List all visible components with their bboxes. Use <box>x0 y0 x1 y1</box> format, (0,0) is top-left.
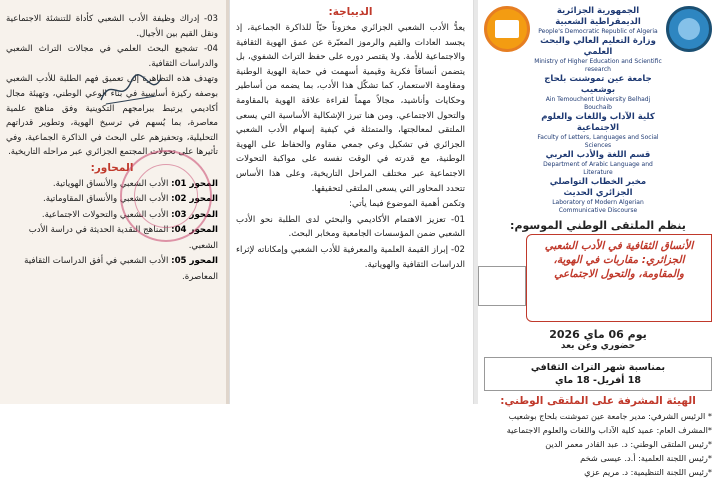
axes-title: المحاور: <box>90 161 134 174</box>
header-line-ar: وزارة التعليم العالي والبحث العلمي <box>540 36 656 57</box>
header-line-en: Ministry of Higher Education and Scientific research <box>534 58 662 73</box>
importance-02: 02- إبراز القيمة العلمية والمعرفية للأدب الشعبي وإمكاناته لإثراء الدراسات الثقافية والهوياتية. <box>236 244 465 270</box>
axis-label: المحور 03: <box>171 209 218 220</box>
occasion-line: بمناسبة شهر التراث الثقافي <box>530 362 666 373</box>
header-line-en: People's Democratic Republic of Algeria <box>538 28 658 35</box>
stamp-inner-ring <box>134 164 198 228</box>
axis-label: المحور 05: <box>171 256 218 267</box>
importance-01: 01- تعزيز الاهتمام الأكاديمي والبحثي لدى الطلبة نحو الأدب الشعبي ضمن المؤسسات الجامعية ومخابر البحث. <box>236 214 465 240</box>
header-line-ar: الجمهورية الجزائرية الديمقراطية الشعبية <box>555 6 641 27</box>
preamble-paragraphs <box>236 21 465 272</box>
header-line-en: Department of Arabic Language and Literature <box>543 161 653 176</box>
committee-item: * الرئيس الشرفي: مدير جامعة عين تموشنت بلحاج بوشعيب <box>508 411 712 421</box>
organize-heading: ينظم الملتقى الوطني الموسوم: <box>510 219 686 232</box>
axis-text: الأدب الشعبي والأنساق المقاوماتية. <box>42 194 169 205</box>
conference-date-block <box>484 328 712 351</box>
axis-text: الأدب الشعبي في أفق الدراسات الثقافية المعاصرة. <box>24 256 218 282</box>
middle-panel <box>229 0 474 404</box>
left-panel <box>0 0 226 404</box>
conference-date: يوم 06 ماي 2026 <box>549 328 647 341</box>
axis-text: الأدب الشعبي والأنساق الهوياتية. <box>52 178 169 189</box>
conference-banner <box>478 234 712 326</box>
institution-lines <box>534 6 662 215</box>
axis-text: الأدب الشعبي والتحولات الاجتماعية. <box>41 209 169 220</box>
conference-title: الأنساق الثقافية في الأدب الشعبي الجزائري: مقاربات في الهوية، والمقاومة، والتحول الاجتماعي <box>544 240 694 280</box>
header-line-ar: مخبر الخطاب التواصلي الجزائري الحديث <box>549 177 647 198</box>
committee-item: *رئيس اللجنة العلمية: أ.د. عيسى شخم <box>580 453 712 463</box>
header-block <box>484 6 712 215</box>
goal-03: 03- إدراك وظيفة الأدب الشعبي كأداة للتنشئة الاجتماعية ونقل القيم بين الأجيال. <box>6 14 218 39</box>
goal-04: 04- تشجيع البحث العلمي في مجالات التراث الشعبي والدراسات الثقافية. <box>6 44 218 69</box>
event-aim-paragraph: وتهدف هذه التظاهرة إلى تعميق فهم الطلبة للأدب الشعبي بوصفه ركيزة أساسية في بناء الوعي الوطني، وتهيئة مجال أكاديمي يرتبط ببرامجهم التكوينية وفق مناهج علمية معاصرة، بما يُسهم في ترسيخ الهوية، وتطوير قدراتهم التحليلية، وتحفيزهم على البحث في الذاكرة الجماعية، وفي تأثيرها على تحولات المجتمع الجزائري عبر مراحله التاريخية. <box>6 74 218 158</box>
header-line-ar: كلية الآداب واللغات والعلوم الاجتماعية <box>541 112 655 133</box>
axis-label: المحور 02: <box>171 194 218 205</box>
hands-decoration-icon <box>478 266 526 306</box>
header-line-en: Ain Temouchent University Belhadj Bouchaib <box>545 96 651 111</box>
conference-title-box <box>526 234 712 322</box>
lab-logo-icon <box>484 6 530 52</box>
committee-item: *رئيس الملتقى الوطني: د. عبد القادر معمر الدين <box>545 439 712 449</box>
signature-scribble <box>96 70 166 110</box>
header-line-ar: جامعة عين تموشنت بلحاج بوشعيب <box>544 74 652 95</box>
header-line-en: Laboratory of Modern Algerian Communicative Discourse <box>552 199 644 214</box>
occasion-dates: 18 أفريل- 18 ماي <box>555 375 641 386</box>
right-panel <box>478 0 720 477</box>
axis-label: المحور 04: <box>171 225 218 236</box>
header-line-en: Faculty of Letters, Languages and Social Sciences <box>537 134 659 149</box>
committee-item: *رئيس اللجنة التنظيمية: د. مريم عزي <box>584 467 712 477</box>
occasion-box <box>484 357 712 391</box>
committee-item: *المشرف العام: عميد كلية الآداب واللغات والعلوم الاجتماعية <box>506 425 712 435</box>
axis-label: المحور 01: <box>171 178 218 189</box>
committee-list <box>484 409 712 479</box>
axis-item <box>6 254 218 285</box>
conference-mode: حضوري وعن بعد <box>560 341 636 351</box>
axis-text: المناهج النقدية الحديثة في دراسة الأدب الشعبي. <box>28 225 218 251</box>
preamble-title: الديباجة: <box>328 6 373 18</box>
university-logo-icon <box>666 6 712 52</box>
header-line-ar: قسم اللغة والأدب العربي <box>545 150 651 160</box>
official-stamp <box>120 150 212 242</box>
importance-intro: وتكمن أهمية الموضوع فيما يأتي: <box>349 199 465 210</box>
preamble-text: يعدُّ الأدب الشعبي الجزائري مخزوناً حيّاً للذاكرة الجماعية، إذ يجسد العادات والقيم والرموز المعبّرة عن عمق الهوية الثقافية والاجتماعية للأمة. ولا يقتصر دوره على حفظ التراث الشفوي، بل يتضمن أنساقاً فكرية وقيمية أسهمت في حماية الهوية الوطنية ومقاومة الاستعمار، كما تشكّل هذا الأدب، بما يضمه من أساطير وحكايات وأناشيد، مجالاً مهماً لقراءة علاقة الهوية بالمقاومة والتحول الاجتماعي. ومن هنا تبرز الإشكالية الأساسية التي يسعى الملتقى لمعالجتها، والمتمثلة في كيفية إسهام الأدب الشعبي الجزائري في تشكيل وعي جمعي مقاوم والحفاظ على الهوية الوطنية، مع قدرته في الوقت نفسه على مواكبة التحولات الاجتماعية عبر مختلف المراحل التاريخية، وعلى هذا الأساس تتحدد المحاور التي يسعى الملتقى لتحقيقها. <box>236 23 465 194</box>
committee-title: الهيئة المشرفة على الملتقى الوطني: <box>500 395 696 407</box>
